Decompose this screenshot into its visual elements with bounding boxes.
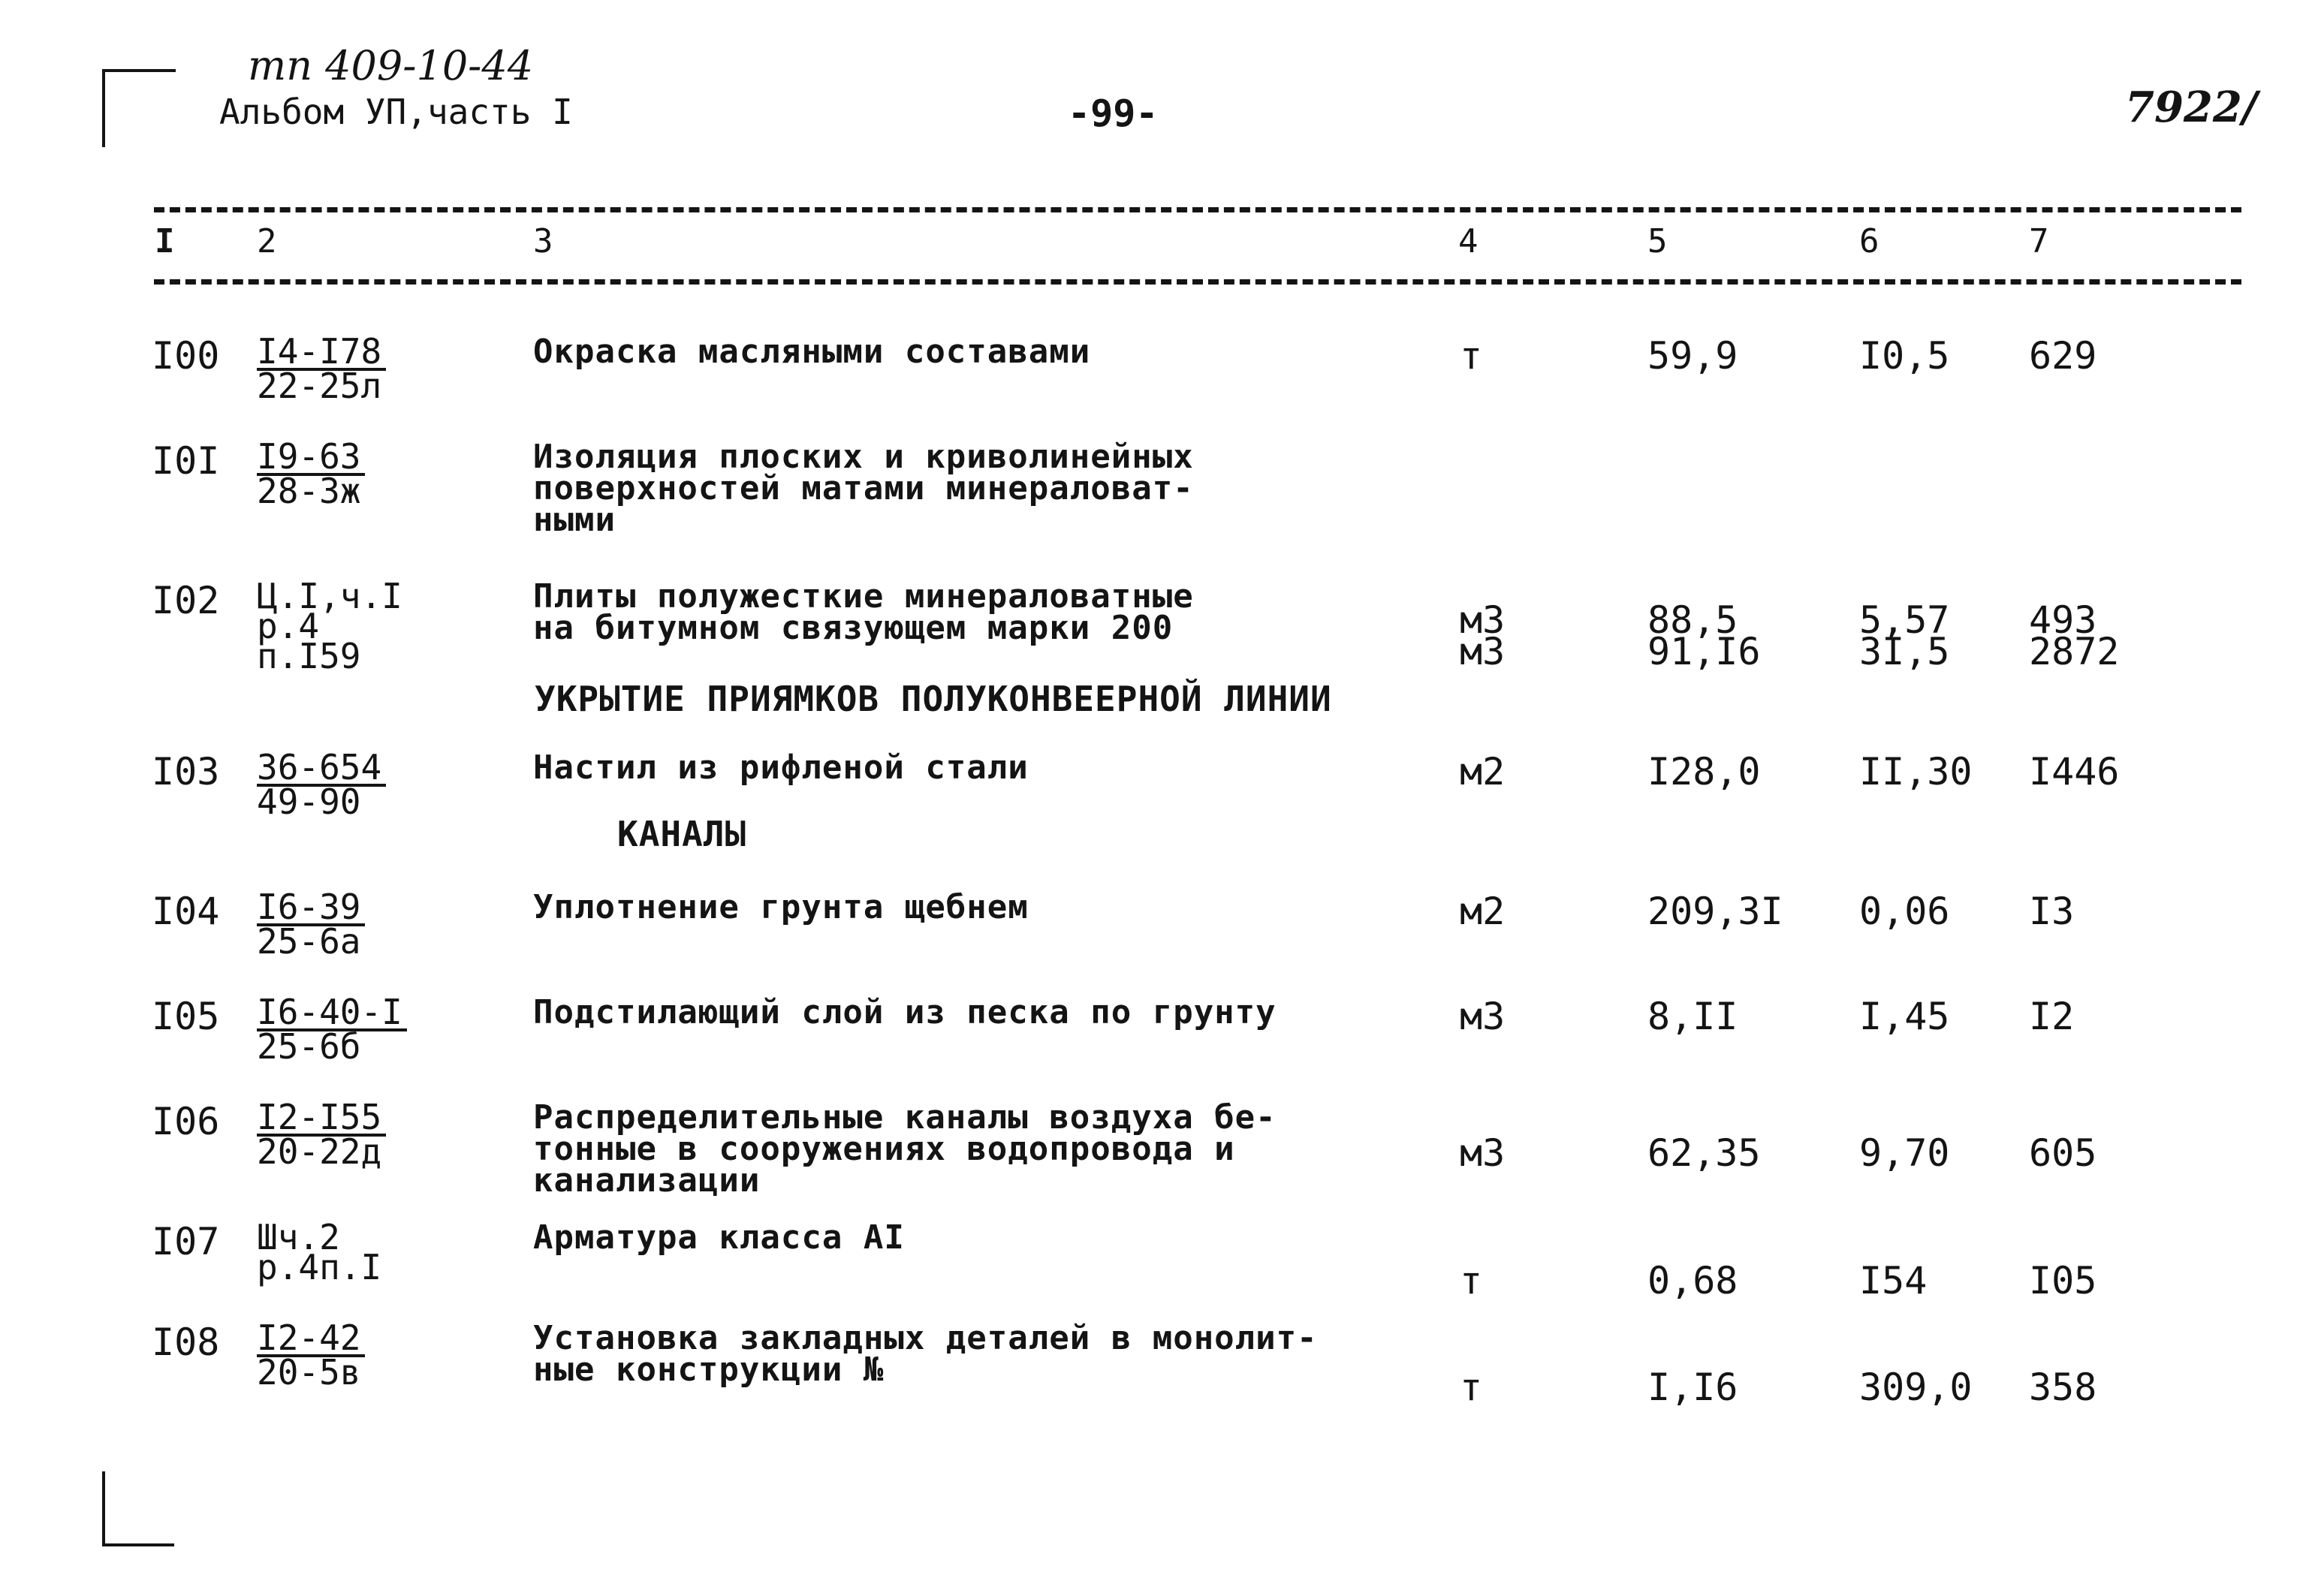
work-description <box>533 333 1091 371</box>
column-header-1: I <box>155 222 175 260</box>
quantity-cell: I,I6 <box>1647 1366 1738 1409</box>
unit-cell: м3 <box>1460 1131 1506 1175</box>
reference-numerator: I9-63 <box>257 441 365 476</box>
work-description <box>533 577 1194 647</box>
unit-cost-cell: I54 <box>1859 1259 1928 1302</box>
work-description <box>533 993 1277 1031</box>
total-cost-cell: 358 <box>2029 1366 2097 1409</box>
row-number: I03 <box>152 750 220 793</box>
norm-reference <box>257 992 407 1067</box>
unit-cost-cell: II,30 <box>1859 750 1973 793</box>
total-cost-cell: 629 <box>2029 334 2097 378</box>
unit-cell: т <box>1460 1366 1483 1409</box>
column-header-2: 2 <box>257 222 277 260</box>
unit-cell: т <box>1460 1259 1483 1302</box>
unit-cell: т <box>1460 334 1483 378</box>
reference-denominator: 49-90 <box>257 781 361 822</box>
norm-reference <box>257 1317 365 1393</box>
total-cost-cell: I2 <box>2029 995 2075 1038</box>
quantity-cell: 91,I6 <box>1647 630 1761 673</box>
work-description <box>533 748 1029 787</box>
quantity-cell: 59,9 <box>1647 334 1738 378</box>
reference-line: р.4п.I <box>257 1247 382 1287</box>
description-line: на битумном связующем марки 200 <box>533 609 1174 647</box>
total-cost-cell: I446 <box>2029 750 2120 793</box>
work-description <box>533 1098 1277 1200</box>
reference-numerator: I2-42 <box>257 1323 365 1357</box>
row-number: I02 <box>152 579 220 622</box>
norm-reference <box>257 1097 386 1172</box>
sheet-number: 7922/ <box>2125 83 2258 132</box>
unit-cell: м2 <box>1460 890 1506 933</box>
unit-cell: м3 <box>1460 598 1506 642</box>
corner-mark-bottom-vertical <box>102 1471 105 1546</box>
header-top-rule <box>154 207 2241 212</box>
reference-numerator: I2-I55 <box>257 1102 386 1137</box>
work-description <box>533 1319 1318 1389</box>
total-cost-cell: 493 <box>2029 598 2097 642</box>
description-line: Настил из рифленой стали <box>533 748 1029 787</box>
column-header-7: 7 <box>2029 222 2049 260</box>
corner-mark-top-vertical <box>102 69 105 147</box>
reference-line: Ц.I,ч.I <box>257 576 402 616</box>
unit-cost-cell: I0,5 <box>1859 334 1950 378</box>
work-description <box>533 438 1194 539</box>
unit-cost-cell: 3I,5 <box>1859 630 1950 673</box>
row-number: I07 <box>152 1220 220 1263</box>
description-line: Арматура класса AI <box>533 1218 905 1257</box>
reference-numerator: I6-39 <box>257 892 365 926</box>
unit-cost-cell: 0,06 <box>1859 890 1950 933</box>
corner-mark-bottom-horizontal <box>102 1543 174 1546</box>
reference-denominator: 28-3ж <box>257 471 361 511</box>
unit-cell: м3 <box>1460 630 1506 673</box>
total-cost-cell: I05 <box>2029 1259 2097 1302</box>
reference-line: р.4 <box>257 606 320 646</box>
column-header-4: 4 <box>1458 222 1479 260</box>
description-line: Плиты полужесткие минераловатные <box>533 577 1194 616</box>
section-heading: УКРЫТИЕ ПРИЯМКОВ ПОЛУКОНВЕЕРНОЙ ЛИНИИ <box>535 679 1332 719</box>
header-bottom-rule <box>154 279 2241 285</box>
total-cost-cell: I3 <box>2029 890 2075 933</box>
description-line: Окраска масляными составами <box>533 333 1091 371</box>
total-cost-cell: 2872 <box>2029 630 2120 673</box>
unit-cell: м2 <box>1460 750 1506 793</box>
handwritten-code: тп 409-10-44 <box>248 42 534 89</box>
reference-line: Шч.2 <box>257 1217 340 1257</box>
quantity-cell: I28,0 <box>1647 750 1761 793</box>
norm-reference <box>257 887 365 962</box>
reference-numerator: I4-I78 <box>257 336 386 371</box>
norm-reference <box>257 331 386 406</box>
row-number: I06 <box>152 1100 220 1143</box>
total-cost-cell: 605 <box>2029 1131 2097 1175</box>
quantity-cell: 62,35 <box>1647 1131 1761 1175</box>
column-header-6: 6 <box>1859 222 1879 260</box>
unit-cost-cell: I,45 <box>1859 995 1950 1038</box>
reference-denominator: 22-25л <box>257 366 382 406</box>
description-line: ные конструкции № <box>533 1351 885 1389</box>
description-line: Уплотнение грунта щебнем <box>533 888 1029 926</box>
unit-cost-cell: 9,70 <box>1859 1131 1950 1175</box>
description-line: Распределительные каналы воздуха бе- <box>533 1098 1277 1137</box>
work-description <box>533 1218 905 1257</box>
row-number: I04 <box>152 890 220 933</box>
row-number: I0I <box>152 439 220 483</box>
norm-reference <box>257 747 386 822</box>
corner-mark-top-horizontal <box>104 69 176 72</box>
unit-cell: м3 <box>1460 995 1506 1038</box>
quantity-cell: 209,3I <box>1647 890 1783 933</box>
reference-line: п.I59 <box>257 636 361 676</box>
unit-cost-cell: 309,0 <box>1859 1366 1973 1409</box>
quantity-cell: 88,5 <box>1647 598 1738 642</box>
description-line: тонные в сооружениях водопровода и <box>533 1130 1235 1168</box>
description-line: Изоляция плоских и криволинейных <box>533 438 1194 476</box>
description-line: ными <box>533 501 616 539</box>
work-description <box>533 888 1029 926</box>
description-line: канализации <box>533 1161 761 1200</box>
row-number: I08 <box>152 1320 220 1364</box>
reference-denominator: 25-6а <box>257 921 361 962</box>
description-line: Установка закладных деталей в монолит- <box>533 1319 1318 1357</box>
reference-denominator: 20-22д <box>257 1131 382 1172</box>
album-title: Альбом УП,часть I <box>219 92 573 132</box>
quantity-cell: 8,II <box>1647 995 1738 1038</box>
reference-numerator: I6-40-I <box>257 997 407 1031</box>
column-header-5: 5 <box>1647 222 1668 260</box>
section-heading: КАНАЛЫ <box>617 814 747 854</box>
row-number: I05 <box>152 995 220 1038</box>
norm-reference <box>257 1217 382 1287</box>
quantity-cell: 0,68 <box>1647 1259 1738 1302</box>
description-line: поверхностей матами минераловат- <box>533 469 1194 507</box>
reference-numerator: 36-654 <box>257 752 386 787</box>
page-number: -99- <box>1068 92 1159 135</box>
unit-cost-cell: 5,57 <box>1859 598 1950 642</box>
reference-denominator: 20-5в <box>257 1352 361 1393</box>
norm-reference <box>257 576 402 676</box>
row-number: I00 <box>152 334 220 378</box>
norm-reference <box>257 436 365 511</box>
column-header-3: 3 <box>533 222 553 260</box>
description-line: Подстилающий слой из песка по грунту <box>533 993 1277 1031</box>
reference-denominator: 25-6б <box>257 1026 361 1067</box>
